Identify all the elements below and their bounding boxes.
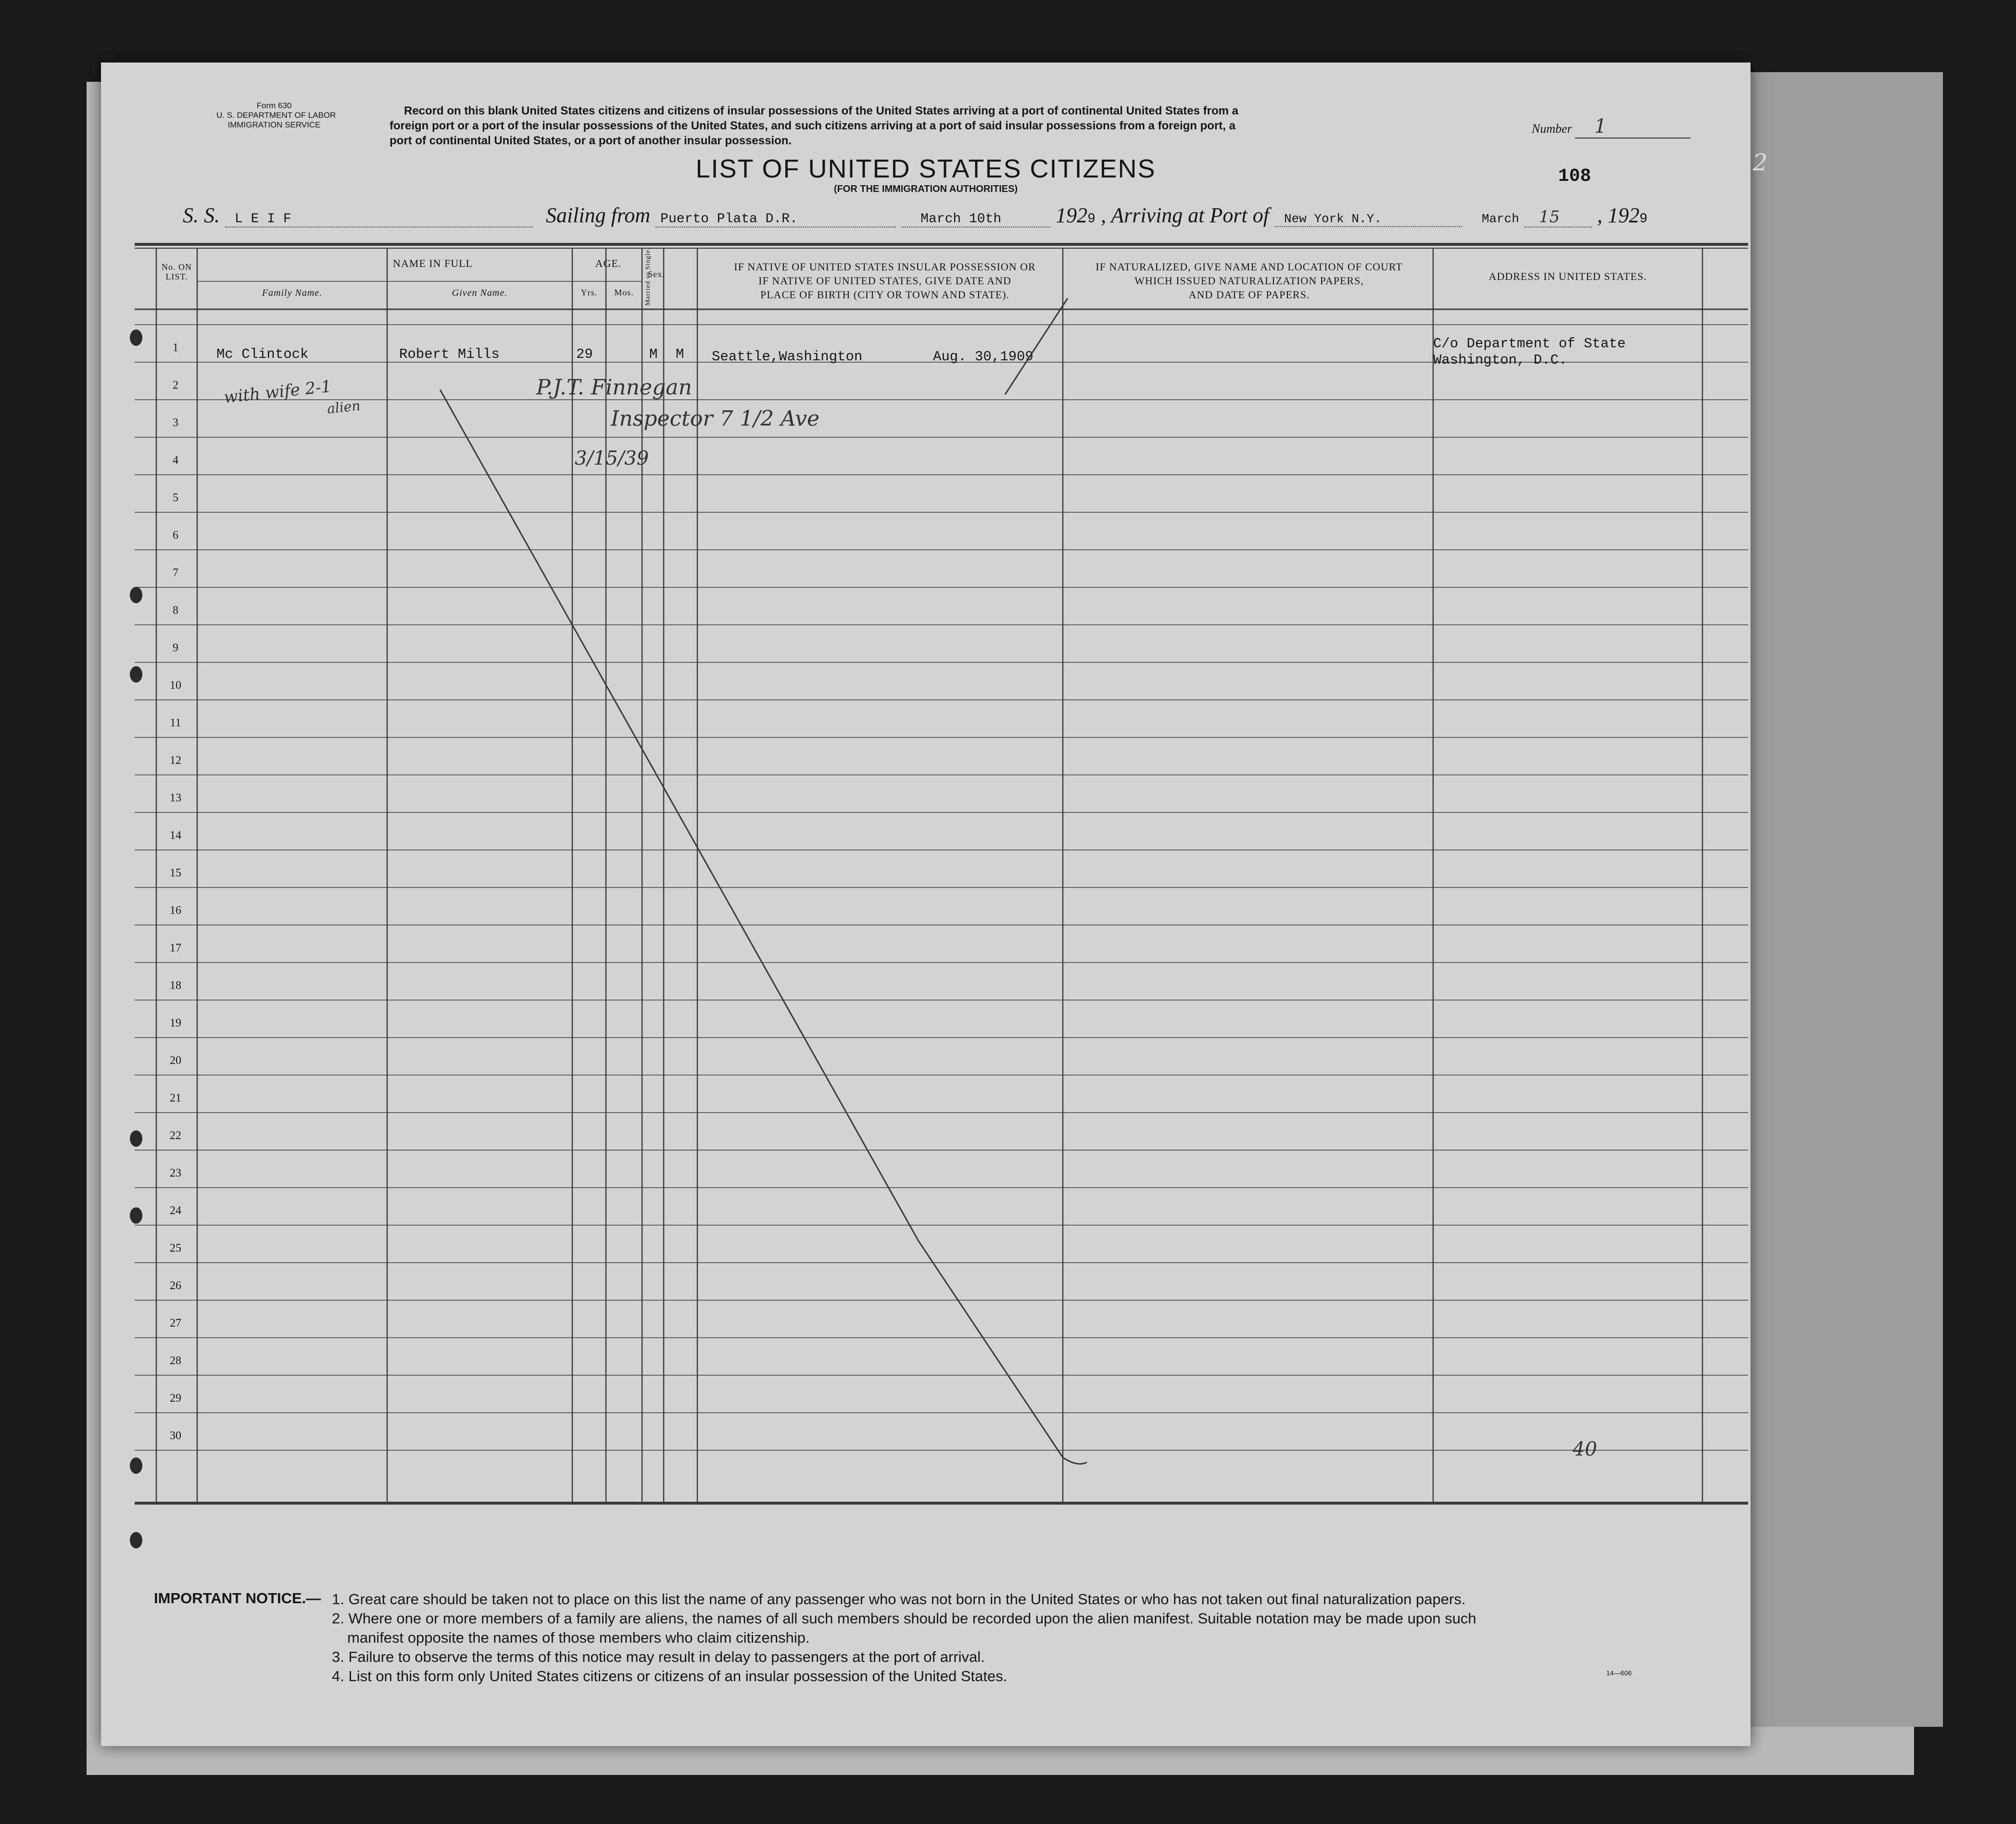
punch-hole: [130, 1207, 142, 1224]
sailing-date: March 10th: [901, 212, 1050, 228]
row-number: 17: [170, 942, 181, 954]
birth-header-line-2: IF NATIVE OF UNITED STATES, GIVE DATE AND: [758, 275, 1011, 287]
arriving-label: , Arriving at Port of: [1100, 203, 1269, 227]
manifest-page: [101, 63, 1768, 1746]
punch-hole: [130, 1532, 142, 1548]
row-number: 1: [173, 342, 178, 354]
col-header-mos: Mos.: [614, 288, 634, 297]
birth-header-line-1: IF NATIVE OF UNITED STATES INSULAR POSSESSION OR: [734, 261, 1036, 273]
natur-header-line-2: WHICH ISSUED NATURALIZATION PAPERS,: [1134, 275, 1364, 287]
sailing-year-suffix: 9: [1087, 212, 1096, 227]
punch-hole: [130, 666, 142, 683]
strike-line: [101, 63, 1751, 1746]
row-number: 5: [173, 492, 178, 504]
ss-label: S. S.: [183, 203, 220, 227]
entry-address-line-2: Washington, D.C.: [1433, 352, 1567, 368]
row-number: 24: [170, 1204, 181, 1217]
list-number: 108: [1558, 166, 1591, 187]
entry-birth-date: Aug. 30,1909: [933, 349, 1033, 365]
inspection-date: 3/15/39: [575, 447, 649, 469]
row-number: 13: [170, 792, 181, 804]
instruction-line-2: foreign port or a port of the insular possessions of the United States, and such citizens arriving at a port of said insular possessions from a foreign port, a: [390, 119, 1235, 132]
entry-age-yrs: 29: [576, 346, 593, 362]
row-number: 22: [170, 1129, 181, 1142]
punch-hole: [130, 329, 142, 346]
notice-item-1: 1. Great care should be taken not to place on this list the name of any passenger who was not born in the United States or who has not taken out final naturalization papers.: [332, 1591, 1466, 1608]
row-number: 16: [170, 904, 181, 917]
page-subtitle: (FOR THE IMMIGRATION AUTHORITIES): [833, 184, 1018, 194]
number-label: Number: [1532, 122, 1572, 136]
col-header-yrs: Yrs.: [580, 288, 598, 297]
col-header-name: NAME IN FULL: [393, 257, 473, 269]
number-value: 1: [1575, 115, 1690, 139]
row-number: 11: [170, 717, 181, 729]
notice-item-3: 3. Failure to observe the terms of this notice may result in delay to passengers at the port of arrival.: [332, 1648, 985, 1665]
row-number: 2: [173, 379, 178, 392]
col-header-no: No. ON LIST.: [162, 262, 192, 281]
entry-sex: M: [649, 346, 658, 362]
notice-item-2b: manifest opposite the names of those members who claim citizenship.: [347, 1629, 810, 1646]
notice-items: [332, 1590, 1476, 1686]
punch-hole: [130, 1130, 142, 1147]
ship-name: L E I F: [225, 212, 533, 228]
corner-mark: 2: [1753, 149, 1768, 176]
entry-family-name: Mc Clintock: [216, 346, 309, 362]
form-code: 14—606: [1606, 1669, 1632, 1677]
notice-item-2: 2. Where one or more members of a family are aliens, the names of all such members should be recorded upon the alien manifest. Suitable notation may be made upon such: [332, 1610, 1476, 1627]
note-wife: with wife 2-1: [223, 377, 333, 407]
row-number: 3: [173, 417, 178, 429]
row-number: 26: [170, 1279, 181, 1292]
row-number: 21: [170, 1092, 181, 1104]
row-number: 14: [170, 829, 181, 842]
arrival-port: New York N.Y.: [1274, 212, 1462, 227]
bottom-mark: 40: [1573, 1438, 1597, 1460]
inspector-title: Inspector 7 1/2 Ave: [611, 406, 820, 431]
col-header-married: Married or Single.: [644, 247, 652, 306]
arrival-day: 15: [1525, 207, 1592, 228]
punch-hole: [130, 1457, 142, 1474]
row-number: 4: [173, 454, 178, 467]
form-number: Form 630: [256, 101, 292, 110]
row-number: 6: [173, 529, 178, 542]
sailing-field: Sailing from Puerto Plata D.R. March 10th 1929 , Arriving at Port of New York N.Y. March 15 , 1929: [546, 203, 1648, 227]
sailing-year-prefix: 192: [1056, 203, 1088, 227]
instruction-line-3: port of continental United States, or a port of another insular possession.: [390, 134, 792, 147]
row-number: 19: [170, 1017, 181, 1029]
instruction-line-1: Record on this blank United States citizens and citizens of insular possessions of the United States arriving at a port of continental United States from a: [404, 104, 1238, 117]
service: IMMIGRATION SERVICE: [227, 120, 321, 129]
natur-header-line-1: IF NATURALIZED, GIVE NAME AND LOCATION OF COURT: [1096, 261, 1403, 273]
notice-item-4: 4. List on this form only United States citizens or citizens of an insular possession of the United States.: [332, 1668, 1008, 1685]
row-number: 12: [170, 754, 181, 767]
row-number: 9: [173, 642, 178, 654]
arrival-month: March: [1481, 212, 1519, 226]
row-number: 8: [173, 604, 178, 617]
sailing-label: Sailing from: [546, 203, 651, 227]
row-number: 15: [170, 867, 181, 879]
row-number: 25: [170, 1242, 181, 1254]
birth-header-line-3: PLACE OF BIRTH (CITY OR TOWN AND STATE).: [760, 289, 1010, 301]
row-number: 27: [170, 1317, 181, 1330]
notice-heading: IMPORTANT NOTICE.—: [154, 1590, 321, 1607]
department: U. S. DEPARTMENT OF LABOR: [216, 111, 336, 120]
entry-birth-place: Seattle,Washington: [712, 349, 863, 365]
page-title: LIST OF UNITED STATES CITIZENS: [695, 154, 1156, 183]
col-header-sex: Sex.: [648, 269, 665, 279]
col-header-family: Family Name.: [262, 288, 323, 298]
punch-hole: [130, 587, 142, 603]
row-number: 7: [173, 567, 178, 579]
row-number: 10: [170, 679, 181, 692]
arrival-year-suffix: 9: [1639, 212, 1648, 227]
row-number: 30: [170, 1430, 181, 1442]
entry-address-line-1: C/o Department of State: [1433, 336, 1626, 352]
sailing-from: Puerto Plata D.R.: [655, 212, 896, 228]
note-alien: alien: [326, 397, 361, 417]
inspector-signature: P.J.T. Finnegan: [536, 375, 692, 400]
row-number: 28: [170, 1355, 181, 1367]
col-header-given: Given Name.: [452, 288, 508, 298]
row-number: 23: [170, 1167, 181, 1179]
row-number: 29: [170, 1392, 181, 1405]
row-number: 18: [170, 979, 181, 992]
arrival-year-prefix: 192: [1607, 203, 1639, 227]
entry-married: M: [676, 346, 684, 362]
entry-given-name: Robert Mills: [399, 346, 500, 362]
natur-header-line-3: AND DATE OF PAPERS.: [1188, 289, 1310, 301]
col-header-address: ADDRESS IN UNITED STATES.: [1488, 270, 1647, 282]
col-header-age: AGE.: [595, 257, 622, 269]
row-number: 20: [170, 1054, 181, 1067]
